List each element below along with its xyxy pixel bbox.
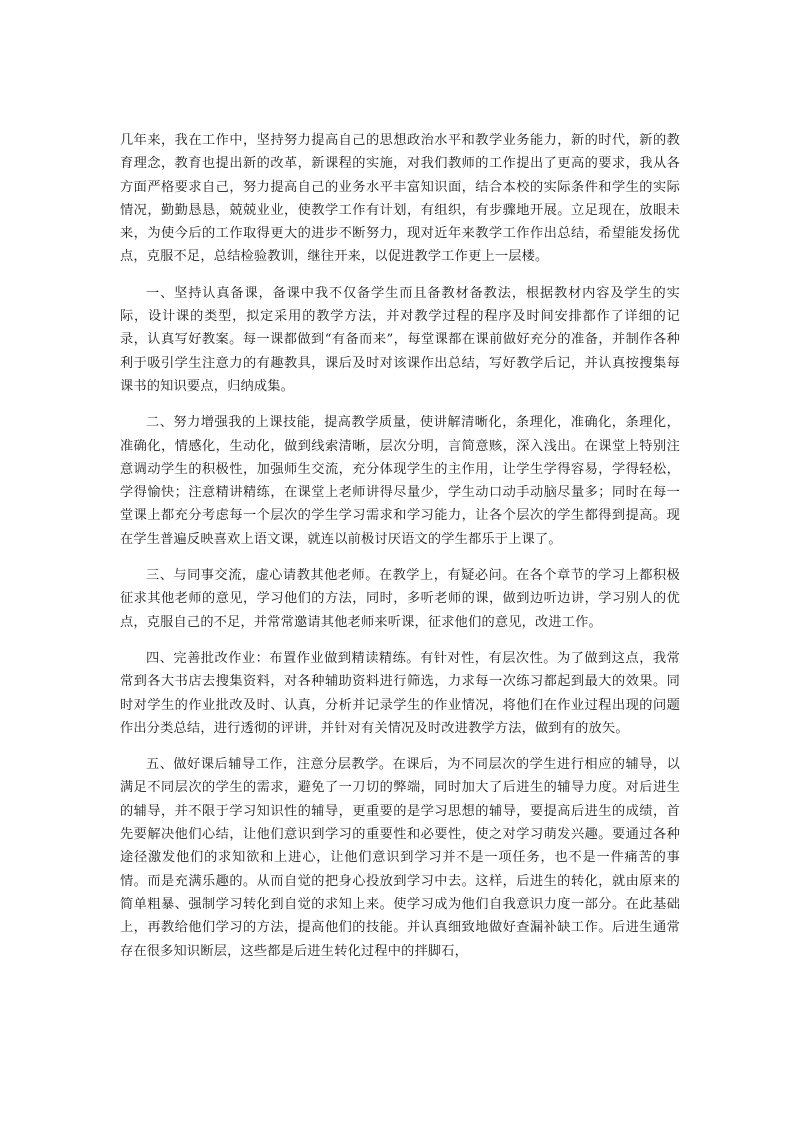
paragraph-lesson-preparation: 一、坚持认真备课，备课中我不仅备学生而且备教材备教法，根据教材内容及学生的实际，设计课的类型，拟定采用的教学方法，并对教学过程的程序及时间安排都作了详细的记录，认真写好教案。每一课都做到“有备而来”，每堂课都在课前做好充分的准备，并制作各种利于吸引学生注意力的有趣教具，课后及时对该课作出总结，写好教学后记，并认真按搜集每课书的知识要点，归纳成集。 <box>120 285 680 394</box>
paragraph-teaching-skills: 二、努力增强我的上课技能，提高教学质量，使讲解清晰化，条理化，准确化，条理化，准确化，情感化，生动化，做到线索清晰，层次分明，言简意赅，深入浅出。在课堂上特别注意调动学生的积极性，加强师生交流，充分体现学生的主作用，让学生学得容易，学得轻松，学得愉快；注意精讲精练，在课堂上老师讲得尽量少，学生动口动手动脑尽量多；同时在每一堂课上都充分考虑每一个层次的学生学习需求和学习能力，让各个层次的学生都得到提高。现在学生普遍反映喜欢上语文课，就连以前极讨厌语文的学生都乐于上课了。 <box>120 415 680 547</box>
paragraph-colleague-exchange: 三、与同事交流，虚心请教其他老师。在教学上，有疑必问。在各个章节的学习上都积极征求其他老师的意见，学习他们的方法，同时，多听老师的课，做到边听边讲，学习别人的优点，克服自己的不足，并常常邀请其他老师来听课，征求他们的意见，改进工作。 <box>120 568 680 630</box>
document-page <box>120 129 680 976</box>
paragraph-homework-correction: 四、完善批改作业：布置作业做到精读精练。有针对性，有层次性。为了做到这点，我常常到各大书店去搜集资料，对各种辅助资料进行筛选，力求每一次练习都起到最大的效果。同时对学生的作业批改及时、认真，分析并记录学生的作业情况，将他们在作业过程出现的问题作出分类总结，进行透彻的评讲，并针对有关情况及时改进教学方法，做到有的放矢。 <box>120 650 680 736</box>
paragraph-after-class-tutoring: 五、做好课后辅导工作，注意分层教学。在课后，为不同层次的学生进行相应的辅导，以满足不同层次的学生的需求，避免了一刀切的弊端，同时加大了后进生的辅导力度。对后进生的辅导，并不限于学习知识性的辅导，更重要的是学习思想的辅导，要提高后进生的成绩，首先要解决他们心结，让他们意识到学习的重要性和必要性，使之对学习萌发兴趣。要通过各种途径激发他们的求知欲和上进心，让他们意识到学习并不是一项任务，也不是一件痛苦的事情。而是充满乐趣的。从而自觉的把身心投放到学习中去。这样，后进生的转化，就由原来的简单粗暴、强制学习转化到自觉的求知上来。使学习成为他们自我意识力度一部分。在此基础上，再教给他们学习的方法，提高他们的技能。并认真细致地做好查漏补缺工作。后进生通常存在很多知识断层，这些都是后进生转化过程中的拌脚石， <box>120 757 680 959</box>
paragraph-intro: 几年来，我在工作中，坚持努力提高自己的思想政治水平和教学业务能力，新的时代，新的教育理念，教育也提出新的改革，新课程的实施，对我们教师的工作提出了更高的要求，我从各方面严格要求自己，努力提高自己的业务水平丰富知识面，结合本校的实际条件和学生的实际情况，勤勤恳恳，兢兢业业，使教学工作有计划，有组织，有步骤地开展。立足现在，放眼未来，为使今后的工作取得更大的进步不断努力，现对近年来教学工作作出总结，希望能发扬优点，克服不足，总结检验教训，继往开来，以促进教学工作更上一层楼。 <box>120 133 680 265</box>
